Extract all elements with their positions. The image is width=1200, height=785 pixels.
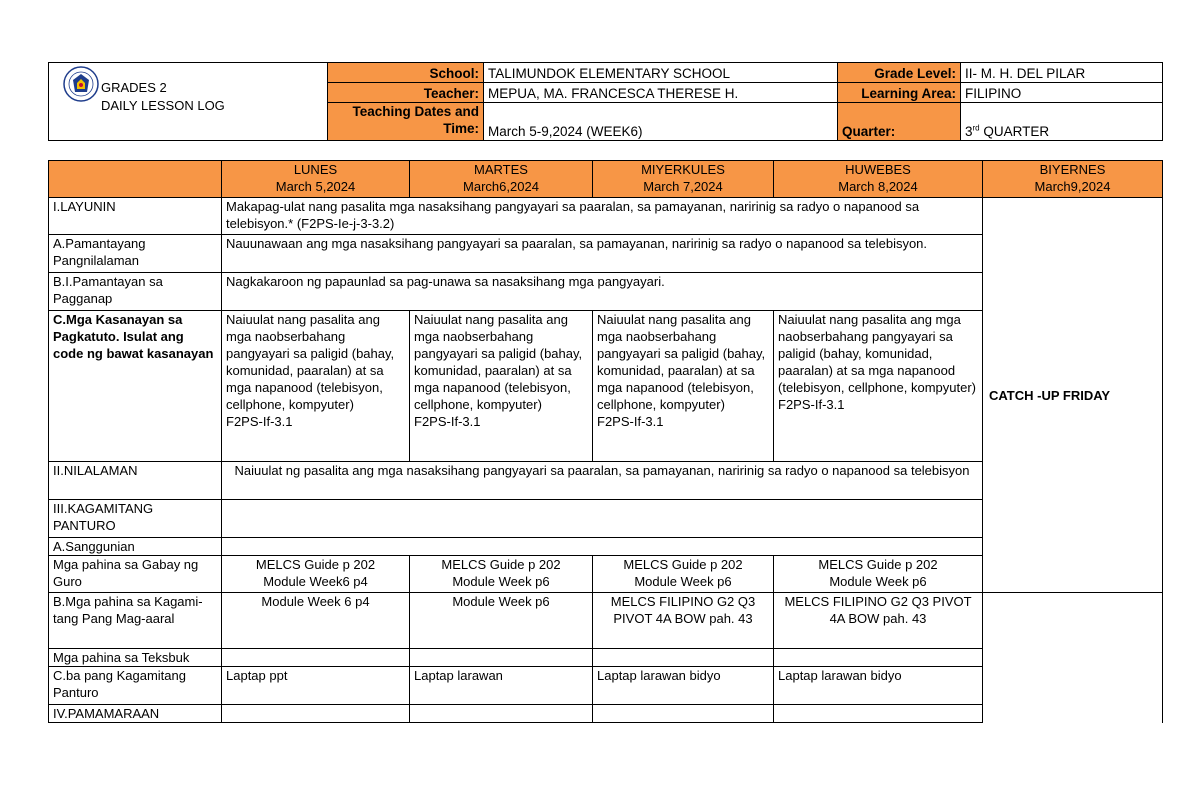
teksbuk-miyerkules bbox=[593, 649, 774, 667]
row-label-kasanayan: C.Mga Kasanayan sa Pagkatuto. Isulat ang code ng bawat kasanayan bbox=[49, 311, 222, 462]
pamantayang-pangnilalaman-text: Nauunawaan ang mga nasaksihang pangyayari sa paaralan, sa pamayanan, naririnig sa radyo o napanood sa telebisyon. bbox=[222, 235, 983, 273]
pamamaraan-martes bbox=[410, 705, 593, 723]
day-date: March9,2024 bbox=[1034, 179, 1111, 194]
day-header-martes bbox=[410, 161, 593, 198]
teacher-label: Teacher: bbox=[328, 83, 484, 103]
row-label-iba-pang-kagamitan: C.ba pang Kagamitang Panturo bbox=[49, 667, 222, 705]
iba-huwebes: Laptap larawan bidyo bbox=[774, 667, 983, 705]
row-label-pamamaraan: IV.PAMAMARAAN bbox=[49, 705, 222, 723]
day-header-biyernes bbox=[983, 161, 1163, 198]
day-name: MARTES bbox=[474, 162, 528, 177]
kagamitang-miyerkules: MELCS FILIPINO G2 Q3 PIVOT 4A BOW pah. 43 bbox=[593, 593, 774, 649]
quarter-value bbox=[961, 103, 1163, 141]
gabay-martes bbox=[410, 556, 593, 593]
teaching-dates-label-line1: Teaching Dates and bbox=[352, 104, 479, 119]
header-table bbox=[48, 62, 1163, 141]
kasanayan-martes bbox=[410, 311, 593, 462]
pamamaraan-lunes bbox=[222, 705, 410, 723]
kasanayan-code: F2PS-If-3.1 bbox=[597, 414, 664, 429]
kagamitang-martes: Module Week p6 bbox=[410, 593, 593, 649]
catch-up-friday: CATCH -UP FRIDAY bbox=[983, 198, 1163, 593]
row-label-kagamitang-panturo: III.KAGAMITANG PANTURO bbox=[49, 500, 222, 538]
quarter-text: QUARTER bbox=[979, 124, 1050, 139]
kagamitang-panturo-cell bbox=[222, 500, 983, 538]
day-date: March6,2024 bbox=[463, 179, 539, 194]
kasanayan-text: Naiuulat nang pasalita ang mga naobserbahang pangyayari sa paligid (bahay, komunidad, paaralan) at sa mga napanood (telebisyon, cellphone, kompyuter) bbox=[597, 312, 766, 412]
gabay-huwebes bbox=[774, 556, 983, 593]
row-label-layunin: I.LAYUNIN bbox=[49, 198, 222, 235]
row-label-gabay-guro: Mga pahina sa Gabay ng Guro bbox=[49, 556, 222, 593]
day-header-miyerkules bbox=[593, 161, 774, 198]
day-name: LUNES bbox=[293, 162, 338, 177]
kasanayan-huwebes bbox=[774, 311, 983, 462]
day-name: HUWEBES bbox=[845, 162, 911, 177]
learning-area-label: Learning Area: bbox=[838, 83, 961, 103]
row-label-pamantayan-pagganap: B.I.Pamantayan sa Pagganap bbox=[49, 273, 222, 311]
lesson-log-table bbox=[48, 160, 1163, 723]
teksbuk-lunes bbox=[222, 649, 410, 667]
grade-level-value: II- M. H. DEL PILAR bbox=[961, 63, 1163, 83]
school-value: TALIMUNDOK ELEMENTARY SCHOOL bbox=[484, 63, 838, 83]
kasanayan-code: F2PS-If-3.1 bbox=[226, 414, 293, 429]
form-subtitle: DAILY LESSON LOG bbox=[101, 98, 225, 113]
pamantayan-pagganap-text: Nagkakaroon ng papaunlad sa pag-unawa sa nasaksihang mga pangyayari. bbox=[222, 273, 983, 311]
pamamaraan-huwebes bbox=[774, 705, 983, 723]
day-name: BIYERNES bbox=[1039, 162, 1106, 177]
teksbuk-huwebes bbox=[774, 649, 983, 667]
grade-level-label: Grade Level: bbox=[838, 63, 961, 83]
gabay-line: Module Week p6 bbox=[634, 574, 732, 589]
row-label-nilalaman: II.NILALAMAN bbox=[49, 462, 222, 500]
kagamitang-lunes: Module Week 6 p4 bbox=[222, 593, 410, 649]
kagamitang-huwebes: MELCS FILIPINO G2 Q3 PIVOT 4A BOW pah. 43 bbox=[774, 593, 983, 649]
iba-martes: Laptap larawan bbox=[410, 667, 593, 705]
quarter-number: 3 bbox=[965, 124, 973, 139]
row-label-teksbuk: Mga pahina sa Teksbuk bbox=[49, 649, 222, 667]
day-name: MIYERKULES bbox=[641, 162, 725, 177]
pamamaraan-miyerkules bbox=[593, 705, 774, 723]
day-header-lunes bbox=[222, 161, 410, 198]
learning-area-value: FILIPINO bbox=[961, 83, 1163, 103]
gabay-line: MELCS Guide p 202 bbox=[255, 557, 376, 572]
kasanayan-lunes bbox=[222, 311, 410, 462]
gabay-line: Module Week p6 bbox=[452, 574, 550, 589]
iba-lunes: Laptap ppt bbox=[222, 667, 410, 705]
gabay-line: Module Week p6 bbox=[829, 574, 927, 589]
teaching-dates-label-line2: Time: bbox=[443, 121, 479, 136]
quarter-label: Quarter: bbox=[838, 103, 961, 141]
teacher-value: MEPUA, MA. FRANCESCA THERESE H. bbox=[484, 83, 838, 103]
gabay-miyerkules bbox=[593, 556, 774, 593]
logo-cell bbox=[49, 63, 328, 141]
teksbuk-martes bbox=[410, 649, 593, 667]
gabay-line: MELCS Guide p 202 bbox=[441, 557, 561, 572]
day-header-huwebes bbox=[774, 161, 983, 198]
row-label-sanggunian: A.Sanggunian bbox=[49, 538, 222, 556]
school-label: School: bbox=[328, 63, 484, 83]
kasanayan-text: Naiuulat nang pasalita ang mga naobserbahang pangyayari sa paligid (bahay, komunidad, paaralan) at sa mga napanood (telebisyon, cellphone, kompyuter) bbox=[226, 312, 395, 412]
teaching-dates-value: March 5-9,2024 (WEEK6) bbox=[484, 103, 838, 141]
teaching-dates-label bbox=[328, 103, 484, 141]
kasanayan-text: Naiuulat nang pasalita ang mga naobserbahang pangyayari sa paligid (bahay, komunidad, paaralan) at sa mga napanood (telebisyon, cellphone, kompyuter) F2PS-If-3.1 bbox=[778, 312, 976, 412]
day-date: March 8,2024 bbox=[838, 179, 918, 194]
iba-miyerkules: Laptap larawan bidyo bbox=[593, 667, 774, 705]
sanggunian-cell bbox=[222, 538, 983, 556]
day-date: March 5,2024 bbox=[275, 179, 356, 194]
form-title: GRADES 2 bbox=[101, 80, 167, 95]
gabay-lunes bbox=[222, 556, 410, 593]
kasanayan-code: F2PS-If-3.1 bbox=[414, 414, 481, 429]
deped-seal-icon bbox=[63, 66, 99, 102]
gabay-line: MELCS Guide p 202 bbox=[623, 557, 743, 572]
kasanayan-text: Naiuulat nang pasalita ang mga naobserbahang pangyayari sa paligid (bahay, komunidad, paaralan) at sa mga napanood (telebisyon, cellphone, kompyuter) bbox=[414, 312, 583, 412]
quarter-suffix: rd bbox=[972, 123, 980, 133]
layunin-text: Makapag-ulat nang pasalita mga nasaksihang pangyayari sa paaralan, sa pamayanan, naririnig sa radyo o napanood sa telebisyon.* (F2PS-Ie-j-3-3.2) bbox=[222, 198, 983, 235]
day-date: March 7,2024 bbox=[643, 179, 723, 194]
gabay-line: MELCS Guide p 202 bbox=[818, 557, 938, 572]
gabay-line: Module Week6 p4 bbox=[263, 574, 368, 589]
kasanayan-miyerkules bbox=[593, 311, 774, 462]
nilalaman-text: Naiuulat ng pasalita ang mga nasaksihang pangyayari sa paaralan, sa pamayanan, naririnig sa radyo o napanood sa telebisyon bbox=[222, 462, 983, 500]
corner-header-cell bbox=[49, 161, 222, 198]
row-label-kagamitang-mag-aaral: B.Mga pahina sa Kagami-tang Pang Mag-aaral bbox=[49, 593, 222, 649]
row-label-pamantayang-pangnilalaman: A.Pamantayang Pangnilalaman bbox=[49, 235, 222, 273]
